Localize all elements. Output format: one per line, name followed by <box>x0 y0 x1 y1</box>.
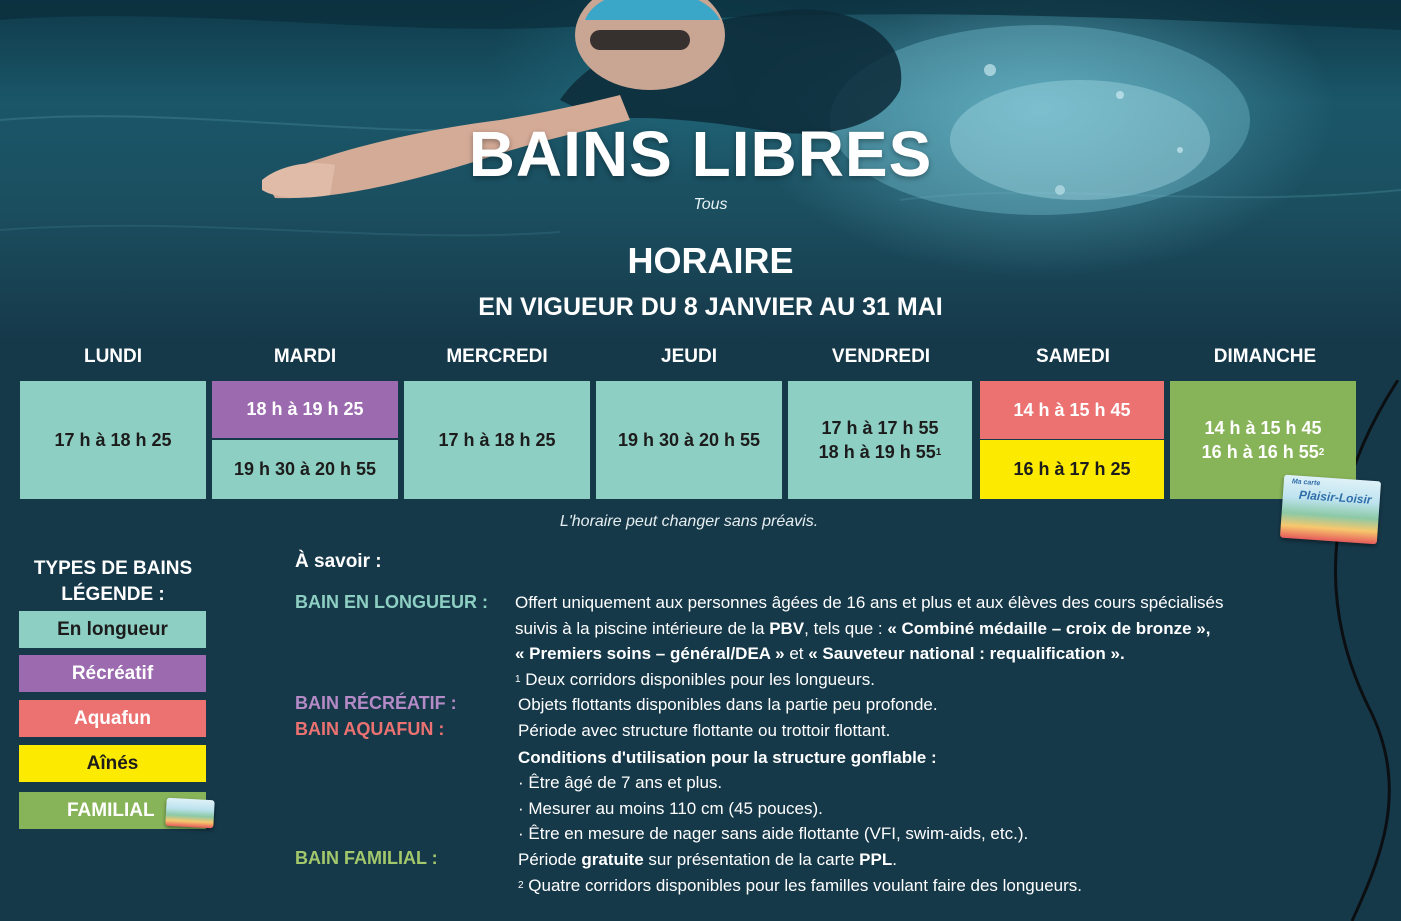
slot-time: 16 h à 16 h $55^2$ <box>1201 442 1325 462</box>
slot-samedi-2 <box>980 440 1164 499</box>
legend-title: TYPES DE BAINS LÉGENDE : <box>33 558 193 605</box>
legend-aines: Aînés <box>19 745 206 782</box>
desc-bain-aquafun: Période avec structure flottante ou trottoir flottant. Conditions d'utilisation pour la structure gonflable : · Être âgé de 7 ans et plus. · Mesurer au moins 110 cm (45 pouces). · Être en mesure de nager sans aide flottante (VFI, swim-aids, etc.). <box>518 718 1368 847</box>
slot-time: 19 h 30 à 20 h 55 <box>233 459 377 480</box>
slot-samedi-1 <box>980 381 1164 439</box>
legend-en-longueur: En longueur <box>19 611 206 648</box>
slot-time: 18 h à 19 h $55^1$ <box>818 442 942 462</box>
slot-vendredi <box>788 381 972 499</box>
label-bain-familial: BAIN FAMILIAL : <box>295 848 438 868</box>
label-bain-longueur: BAIN EN LONGUEUR : <box>295 592 488 612</box>
legend-familial: FAMILIAL <box>19 792 206 829</box>
slot-time: 17 h à 17 h 55 <box>821 417 939 438</box>
slot-time: 14 h à 15 h 45 <box>1204 417 1322 438</box>
ppl-card-image: Ma carte Plaisir-Loisir <box>1280 475 1381 545</box>
slot-mardi-1 <box>212 381 398 438</box>
condition-item: · Mesurer au moins 110 cm (45 pouces). <box>518 798 823 818</box>
slot-mardi-2 <box>212 440 398 499</box>
desc-bain-familial: Période gratuite sur présentation de la carte PPL. $^2$ Quatre corridors disponibles pour les familles voulant faire des longueurs. <box>518 847 1368 898</box>
schedule-note: L'horaire peut changer sans préavis. <box>559 513 819 530</box>
condition-item: · Être âgé de 7 ans et plus. <box>518 773 723 792</box>
slot-time: 19 h 30 à 20 h 55 <box>617 429 761 450</box>
day-header-dimanche: DIMANCHE <box>1213 346 1317 367</box>
audience-label: Tous <box>693 196 728 213</box>
slot-time: 16 h à 17 h 25 <box>1013 459 1131 480</box>
slot-time: 14 h à 15 h 45 <box>1013 399 1131 420</box>
slot-time: 18 h à 19 h 25 <box>246 399 364 420</box>
day-header-lundi: LUNDI <box>83 346 143 367</box>
legend-recreatif: Récréatif <box>19 655 206 692</box>
slot-mercredi <box>404 381 590 499</box>
label-bain-recreatif: BAIN RÉCRÉATIF : <box>295 693 457 713</box>
day-header-vendredi: VENDREDI <box>831 346 931 367</box>
condition-item: · Être en mesure de nager sans aide flottante (VFI, swim-aids, etc.). <box>518 824 1029 843</box>
info-heading: À savoir : <box>295 551 382 572</box>
page-title: BAINS LIBRES <box>468 118 933 190</box>
desc-bain-recreatif: Objets flottants disponibles dans la partie peu profonde. <box>518 695 938 714</box>
slot-time: 17 h à 18 h 25 <box>438 429 556 450</box>
legend-aquafun: Aquafun <box>19 700 206 737</box>
day-header-jeudi: JEUDI <box>661 346 717 367</box>
slot-time: 17 h à 18 h 25 <box>54 429 172 450</box>
footnote-2: $^2$ Quatre corridors disponibles pour les familles voulant faire des longueurs. <box>518 875 1083 895</box>
day-header-mardi: MARDI <box>273 346 337 367</box>
day-header-samedi: SAMEDI <box>1036 346 1110 367</box>
slot-lundi <box>20 381 206 499</box>
hero-banner <box>0 0 1401 340</box>
validity-period: EN VIGUEUR DU 8 JANVIER AU 31 MAI <box>478 293 943 321</box>
ppl-card-small-image <box>165 798 214 828</box>
slot-jeudi <box>596 381 782 499</box>
schedule-title: HORAIRE <box>627 240 794 281</box>
label-bain-aquafun: BAIN AQUAFUN : <box>295 719 445 739</box>
footnote-1: $^1$ Deux corridors disponibles pour les longueurs. <box>515 669 875 689</box>
day-header-mercredi: MERCREDI <box>446 346 548 367</box>
desc-bain-longueur: Offert uniquement aux personnes âgées de 16 ans et plus et aux élèves des cours spécialisés suivis à la piscine intérieure de la PBV, tels que : « Combiné médaille – croix de bronze », « Premiers soins – général/DEA » et « Sauveteur national : requalification ». $^1$ Deux corridors disponibles pour les longueurs. <box>515 590 1375 692</box>
